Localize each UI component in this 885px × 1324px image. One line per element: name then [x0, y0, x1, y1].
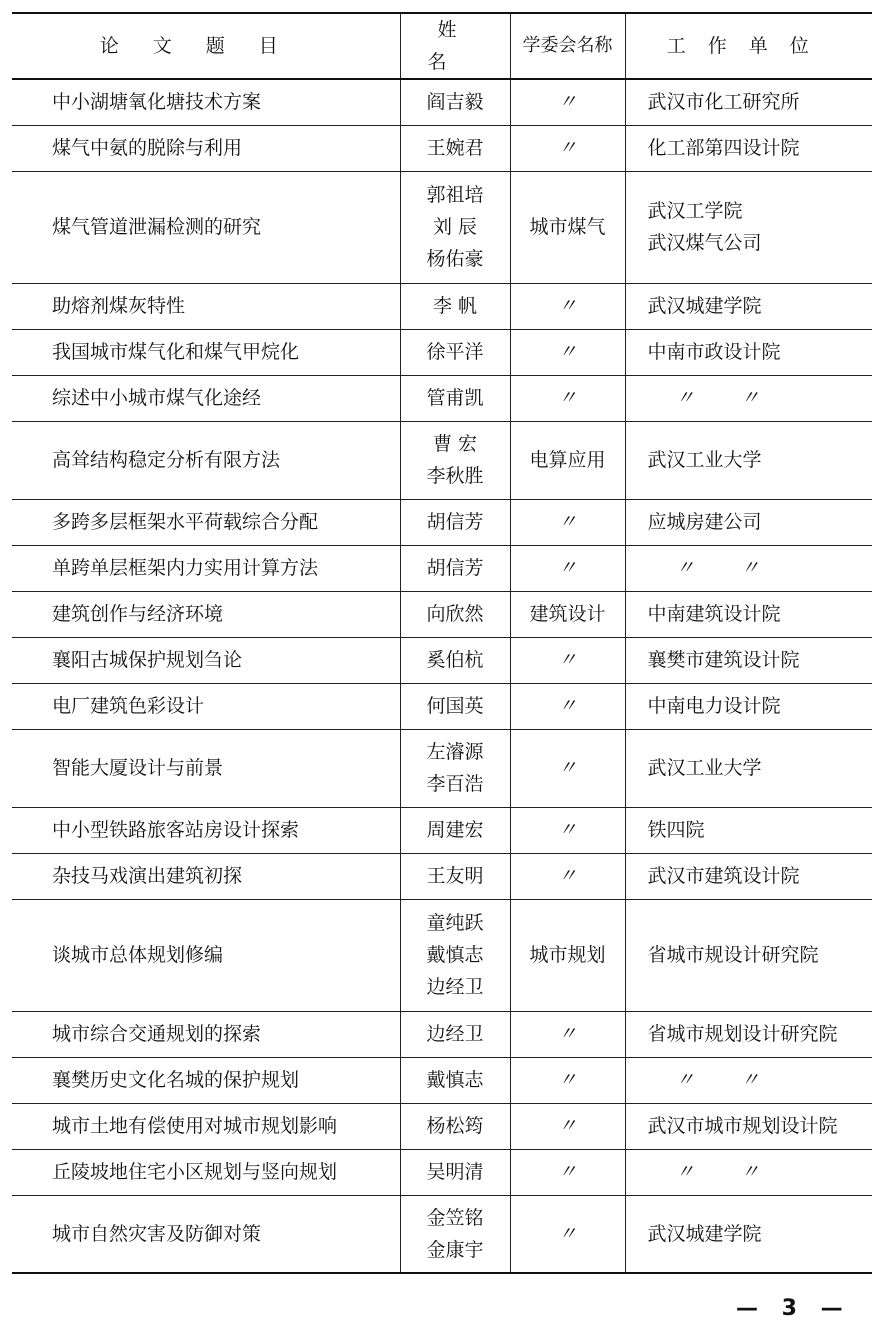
- work-unit-line: 中南电力设计院: [647, 695, 781, 717]
- author-name: 徐平洋: [426, 341, 484, 363]
- author-name: 边经卫: [426, 1023, 484, 1045]
- table-row: [12, 591, 872, 637]
- work-unit: [625, 1103, 872, 1149]
- work-unit-line: 〃 〃: [675, 1161, 760, 1183]
- paper-title: 建筑创作与经济环境: [12, 591, 400, 637]
- author-names: [400, 637, 510, 683]
- author-name: 胡信芳: [426, 557, 484, 579]
- author-name: 左濬源: [426, 741, 484, 763]
- table-row: [12, 545, 872, 591]
- author-names: [400, 1103, 510, 1149]
- committee-name: 〃: [510, 545, 625, 591]
- table-row: [12, 329, 872, 375]
- committee-name: 建筑设计: [510, 591, 625, 637]
- author-names: [400, 375, 510, 421]
- author-name: 边经卫: [426, 976, 484, 998]
- committee-name: 城市煤气: [510, 171, 625, 283]
- paper-title: 助熔剂煤灰特性: [12, 283, 400, 329]
- work-unit-line: 武汉城建学院: [647, 1222, 762, 1245]
- table-row: [12, 171, 872, 283]
- header-name: 姓名: [400, 13, 510, 79]
- author-names: [400, 899, 510, 1011]
- work-unit-line: 铁四院: [647, 819, 705, 841]
- work-unit-line: 省城市规划设计研究院: [647, 1023, 838, 1045]
- author-name: 杨佑豪: [426, 248, 484, 270]
- work-unit: [625, 637, 872, 683]
- work-unit-line: 武汉市城市规划设计院: [647, 1115, 838, 1137]
- paper-title: 襄樊历史文化名城的保护规划: [12, 1057, 400, 1103]
- author-name: 周建宏: [426, 819, 484, 841]
- paper-title: 中小型铁路旅客站房设计探索: [12, 807, 400, 853]
- author-names: [400, 545, 510, 591]
- work-unit-line: 武汉煤气公司: [647, 232, 762, 254]
- table-row: [12, 499, 872, 545]
- committee-name: 〃: [510, 637, 625, 683]
- author-names: [400, 807, 510, 853]
- work-unit: [625, 729, 872, 807]
- paper-title: 中小湖塘氧化塘技术方案: [12, 79, 400, 125]
- work-unit: [625, 1195, 872, 1273]
- author-names: [400, 1011, 510, 1057]
- table-row: [12, 375, 872, 421]
- committee-name: 城市规划: [510, 899, 625, 1011]
- author-name: 李 帆: [432, 295, 478, 317]
- paper-title: 丘陵坡地住宅小区规划与竖向规划: [12, 1149, 400, 1195]
- work-unit-line: 〃 〃: [675, 387, 760, 409]
- paper-title: 襄阳古城保护规划刍论: [12, 637, 400, 683]
- author-name: 金康宇: [426, 1238, 484, 1261]
- paper-title: 智能大厦设计与前景: [12, 729, 400, 807]
- paper-title: 谈城市总体规划修编: [12, 899, 400, 1011]
- work-unit: [625, 171, 872, 283]
- author-names: [400, 499, 510, 545]
- committee-name: 〃: [510, 729, 625, 807]
- author-names: [400, 79, 510, 125]
- header-org: 工作单位: [625, 13, 872, 79]
- author-names: [400, 853, 510, 899]
- table-row: [12, 1103, 872, 1149]
- paper-title: 城市土地有偿使用对城市规划影响: [12, 1103, 400, 1149]
- work-unit-line: 襄樊市建筑设计院: [647, 649, 800, 671]
- work-unit: [625, 283, 872, 329]
- author-name: 王婉君: [426, 137, 484, 159]
- table-row: [12, 421, 872, 499]
- author-name: 刘 辰: [432, 216, 478, 238]
- author-name: 郭祖培: [426, 184, 484, 206]
- table-row: [12, 807, 872, 853]
- table-row: [12, 683, 872, 729]
- work-unit-line: 武汉工学院: [647, 200, 743, 222]
- author-names: [400, 329, 510, 375]
- author-names: [400, 591, 510, 637]
- paper-title: 煤气管道泄漏检测的研究: [12, 171, 400, 283]
- committee-name: 〃: [510, 499, 625, 545]
- paper-title: 煤气中氨的脱除与利用: [12, 125, 400, 171]
- committee-name: 电算应用: [510, 421, 625, 499]
- table-row: [12, 125, 872, 171]
- table-row: [12, 1011, 872, 1057]
- paper-title: 杂技马戏演出建筑初探: [12, 853, 400, 899]
- paper-title: 综述中小城市煤气化途经: [12, 375, 400, 421]
- author-names: [400, 1149, 510, 1195]
- author-name: 何国英: [426, 695, 484, 717]
- table-row: [12, 1149, 872, 1195]
- committee-name: 〃: [510, 1057, 625, 1103]
- author-names: [400, 171, 510, 283]
- author-name: 金笠铭: [426, 1206, 484, 1229]
- committee-name: 〃: [510, 79, 625, 125]
- author-name: 李秋胜: [426, 465, 484, 487]
- header-title: 论文题目: [12, 13, 400, 79]
- author-name: 李百浩: [426, 773, 484, 795]
- author-names: [400, 283, 510, 329]
- work-unit-line: 武汉市建筑设计院: [647, 865, 800, 887]
- author-names: [400, 729, 510, 807]
- paper-title: 单跨单层框架内力实用计算方法: [12, 545, 400, 591]
- work-unit-line: 〃 〃: [675, 557, 760, 579]
- author-name: 童纯跃: [426, 912, 484, 934]
- table-body: [12, 79, 872, 1273]
- author-name: 胡信芳: [426, 511, 484, 533]
- table-row: [12, 1057, 872, 1103]
- work-unit: [625, 1057, 872, 1103]
- committee-name: 〃: [510, 1195, 625, 1273]
- work-unit-line: 省城市规设计研究院: [647, 944, 819, 966]
- work-unit-line: 中南建筑设计院: [647, 603, 781, 625]
- work-unit: [625, 125, 872, 171]
- table-row: [12, 899, 872, 1011]
- work-unit-line: 武汉工业大学: [647, 757, 762, 779]
- author-name: 向欣然: [426, 603, 484, 625]
- committee-name: 〃: [510, 329, 625, 375]
- author-name: 吴明清: [426, 1161, 484, 1183]
- table-header-row: [12, 13, 872, 79]
- committee-name: 〃: [510, 1149, 625, 1195]
- committee-name: 〃: [510, 807, 625, 853]
- author-names: [400, 1195, 510, 1273]
- work-unit: [625, 421, 872, 499]
- work-unit-line: 武汉工业大学: [647, 449, 762, 471]
- work-unit-line: 武汉城建学院: [647, 295, 762, 317]
- author-names: [400, 125, 510, 171]
- work-unit: [625, 683, 872, 729]
- work-unit: [625, 79, 872, 125]
- author-name: 曹 宏: [432, 433, 478, 455]
- table-row: [12, 637, 872, 683]
- table-row: [12, 1195, 872, 1273]
- author-name: 管甫凯: [426, 387, 484, 409]
- work-unit: [625, 1149, 872, 1195]
- paper-title: 高耸结构稳定分析有限方法: [12, 421, 400, 499]
- author-name: 王友明: [426, 865, 484, 887]
- table-row: [12, 853, 872, 899]
- committee-name: 〃: [510, 375, 625, 421]
- work-unit-line: 应城房建公司: [647, 511, 762, 533]
- committee-name: 〃: [510, 125, 625, 171]
- header-committee: 学委会名称: [510, 13, 625, 79]
- author-name: 阎吉毅: [426, 91, 484, 114]
- author-name: 戴慎志: [426, 1069, 484, 1091]
- work-unit: [625, 375, 872, 421]
- work-unit-line: 武汉市化工研究所: [647, 91, 800, 114]
- author-names: [400, 1057, 510, 1103]
- committee-name: 〃: [510, 1011, 625, 1057]
- table-row: [12, 729, 872, 807]
- work-unit: [625, 853, 872, 899]
- page-number: — 3 —: [736, 1296, 851, 1321]
- work-unit: [625, 899, 872, 1011]
- paper-title: 我国城市煤气化和煤气甲烷化: [12, 329, 400, 375]
- work-unit-line: 化工部第四设计院: [647, 137, 800, 159]
- table-row: [12, 79, 872, 125]
- work-unit: [625, 545, 872, 591]
- table-row: [12, 283, 872, 329]
- committee-name: 〃: [510, 283, 625, 329]
- author-name: 杨松筠: [426, 1115, 484, 1137]
- paper-table: [12, 12, 872, 1274]
- work-unit-line: 中南市政设计院: [647, 341, 781, 363]
- paper-title: 城市综合交通规划的探索: [12, 1011, 400, 1057]
- work-unit: [625, 807, 872, 853]
- work-unit: [625, 1011, 872, 1057]
- work-unit: [625, 591, 872, 637]
- author-names: [400, 683, 510, 729]
- work-unit-line: 〃 〃: [675, 1069, 760, 1091]
- committee-name: 〃: [510, 1103, 625, 1149]
- author-name: 戴慎志: [426, 944, 484, 966]
- author-name: 奚伯杭: [426, 649, 484, 671]
- committee-name: 〃: [510, 683, 625, 729]
- paper-title: 城市自然灾害及防御对策: [12, 1195, 400, 1273]
- paper-title: 电厂建筑色彩设计: [12, 683, 400, 729]
- work-unit: [625, 329, 872, 375]
- paper-title: 多跨多层框架水平荷载综合分配: [12, 499, 400, 545]
- work-unit: [625, 499, 872, 545]
- author-names: [400, 421, 510, 499]
- committee-name: 〃: [510, 853, 625, 899]
